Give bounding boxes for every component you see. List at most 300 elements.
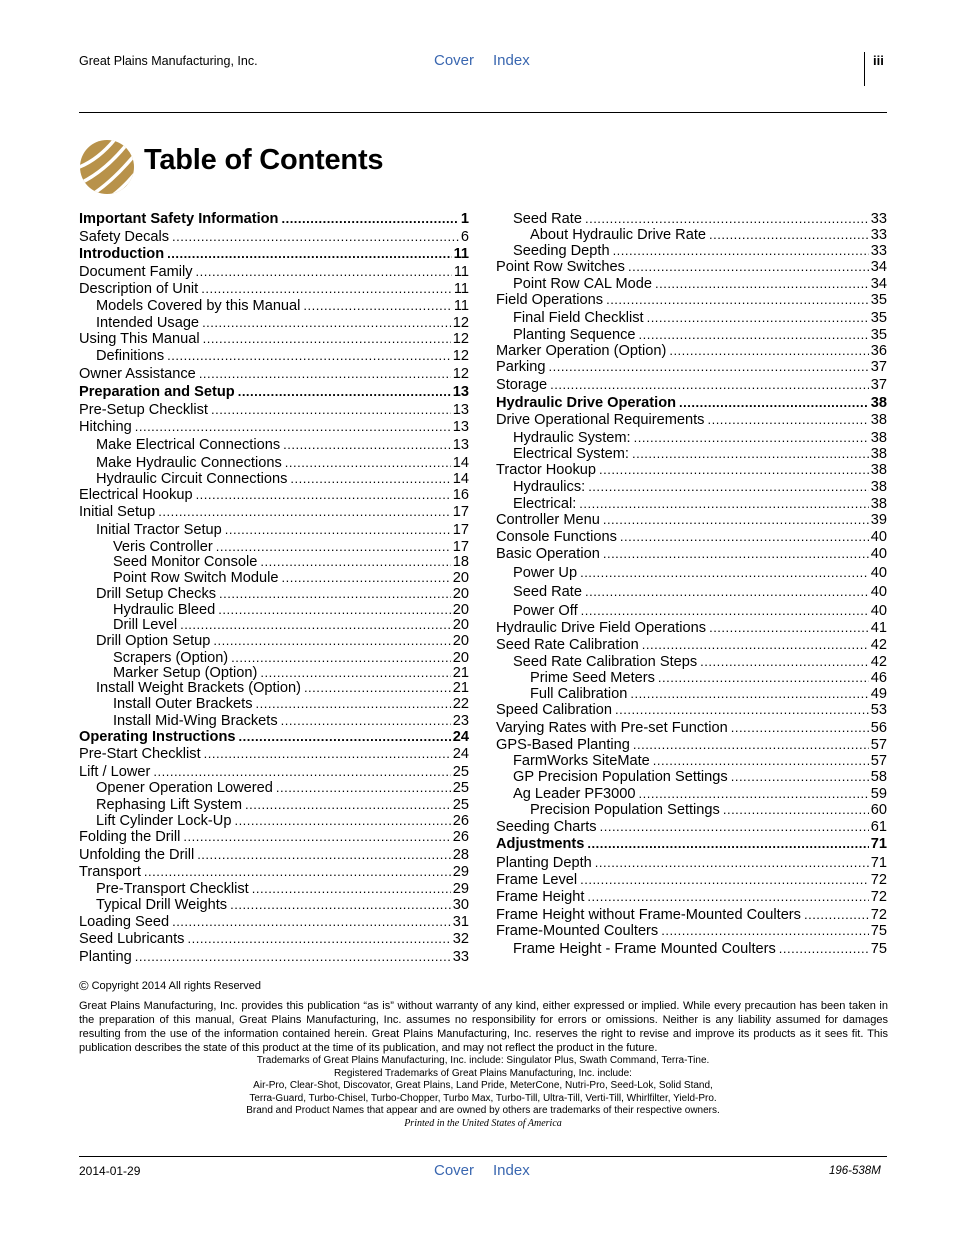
toc-entry-page: 26 <box>452 813 469 829</box>
toc-entry-title: Point Row Switches <box>496 259 625 275</box>
toc-entry[interactable] <box>96 632 469 650</box>
toc-entry-page: 39 <box>870 512 887 528</box>
toc-entry-title: Marker Operation (Option) <box>496 343 667 359</box>
toc-leader-dots <box>731 719 869 736</box>
toc-leader-dots <box>580 564 869 581</box>
toc-entry-title: Initial Tractor Setup <box>96 522 222 538</box>
toc-leader-dots <box>585 583 869 600</box>
toc-entry-title: Description of Unit <box>79 281 199 297</box>
toc-entry-page: 21 <box>452 665 469 681</box>
toc-entry-page: 12 <box>452 331 469 347</box>
toc-entry-title: GPS-Based Planting <box>496 737 630 753</box>
toc-entry-page: 22 <box>452 696 469 712</box>
toc-entry[interactable] <box>79 728 469 746</box>
toc-leader-dots <box>252 880 451 897</box>
toc-entry-title: Seed Rate Calibration <box>496 637 639 653</box>
toc-leader-dots <box>172 228 459 245</box>
toc-entry-page: 34 <box>870 259 887 275</box>
toc-entry-title: Basic Operation <box>496 546 600 562</box>
toc-leader-dots <box>183 828 450 845</box>
toc-entry-page: 14 <box>452 471 469 487</box>
toc-entry-page: 21 <box>452 680 469 696</box>
toc-entry[interactable] <box>496 528 887 546</box>
toc-entry-page: 26 <box>452 829 469 845</box>
toc-entry-title: Hydraulics: <box>513 479 586 495</box>
toc-leader-dots <box>633 736 869 753</box>
toc-leader-dots <box>700 653 869 670</box>
toc-entry-title: Make Electrical Connections <box>96 437 281 453</box>
toc-entry-page: 20 <box>452 586 469 602</box>
toc-leader-dots <box>709 226 869 243</box>
toc-entry-title: Drill Setup Checks <box>96 586 217 602</box>
footer-index-link[interactable]: Index <box>493 1162 530 1179</box>
toc-leader-dots <box>167 347 451 364</box>
toc-entry-title: Definitions <box>96 348 165 364</box>
toc-entry-title: Unfolding the Drill <box>79 847 195 863</box>
toc-entry-title: Power Up <box>513 565 578 581</box>
toc-entry[interactable] <box>513 564 887 582</box>
toc-entry[interactable] <box>79 280 469 298</box>
toc-entry-title: Ag Leader PF3000 <box>513 786 636 802</box>
toc-entry-title: Tractor Hookup <box>496 462 597 478</box>
toc-entry[interactable] <box>96 436 469 454</box>
toc-entry[interactable] <box>79 745 469 763</box>
toc-entry-page: 59 <box>870 786 887 802</box>
toc-leader-dots <box>606 291 869 308</box>
toc-leader-dots <box>239 728 451 745</box>
toc-leader-dots <box>804 906 869 923</box>
toc-leader-dots <box>639 326 869 343</box>
footer-cover-link[interactable]: Cover <box>434 1162 475 1179</box>
toc-leader-dots <box>600 818 869 835</box>
toc-entry-page: 11 <box>453 264 469 280</box>
toc-entry-page: 23 <box>452 713 469 729</box>
toc-entry-title: Parking <box>496 359 546 375</box>
page-number: iii <box>873 53 884 68</box>
toc-entry-title: Planting <box>79 949 132 965</box>
toc-entry[interactable] <box>496 258 887 276</box>
toc-entry-title: Precision Population Settings <box>530 802 720 818</box>
toc-entry-title: Operating Instructions <box>79 729 236 745</box>
toc-entry[interactable] <box>496 922 887 940</box>
toc-entry-page: 49 <box>870 686 887 702</box>
toc-entry[interactable] <box>113 695 469 713</box>
toc-entry[interactable] <box>513 940 887 958</box>
toc-entry-page: 33 <box>870 243 887 259</box>
toc-entry-title: Varying Rates with Pre-set Function <box>496 720 728 736</box>
footer-doc-number: 196-538M <box>829 1165 881 1177</box>
toc-entry[interactable] <box>79 383 469 401</box>
disclaimer: Great Plains Manufacturing, Inc. provides this publication “as is” without warranty of any kind, either expressed or implied. While every precaution has been taken in the preparation of this manual, Great Plains Manufacturing, Inc. assumes no responsibility for errors or omissions. Neither is any liability assumed for damages resulting from the use of the information contained herein. Great Plains Manufacturing, Inc. reserves the right to revise and improve its products as it sees fit. This publication describes the state of this product at the time of its publication, and may not reflect the product in the future. <box>79 1000 888 1054</box>
toc-entry-title: Using This Manual <box>79 331 200 347</box>
toc-entry-title: Controller Menu <box>496 512 600 528</box>
toc-entry-title: Frame Height - Frame Mounted Coulters <box>513 941 776 957</box>
toc-entry-page: 17 <box>452 539 469 555</box>
toc-entry-title: Scrapers (Option) <box>113 650 229 666</box>
toc-leader-dots <box>615 701 869 718</box>
header-company: Great Plains Manufacturing, Inc. <box>79 54 258 68</box>
toc-entry-page: 38 <box>870 412 887 428</box>
toc-entry[interactable] <box>496 394 887 412</box>
footer-date: 2014-01-29 <box>79 1164 141 1178</box>
toc-entry-title: Full Calibration <box>530 686 628 702</box>
toc-leader-dots <box>197 846 451 863</box>
toc-leader-dots <box>679 394 869 411</box>
toc-leader-dots <box>613 242 869 259</box>
toc-entry-page: 42 <box>870 637 887 653</box>
toc-entry-page: 38 <box>870 462 887 478</box>
toc-entry-page: 13 <box>452 437 469 453</box>
toc-entry-page: 53 <box>870 702 887 718</box>
toc-entry-page: 11 <box>453 246 469 262</box>
toc-entry-page: 20 <box>452 650 469 666</box>
toc-leader-dots <box>276 779 451 796</box>
toc-entry-title: Seed Rate Calibration Steps <box>513 654 698 670</box>
toc-entry[interactable] <box>79 365 469 383</box>
toc-leader-dots <box>285 454 451 471</box>
toc-leader-dots <box>245 796 451 813</box>
toc-entry-page: 40 <box>870 603 887 619</box>
toc-leader-dots <box>603 545 869 562</box>
toc-entry[interactable] <box>79 913 469 931</box>
toc-leader-dots <box>204 745 451 762</box>
toc-leader-dots <box>202 314 451 331</box>
toc-leader-dots <box>587 835 868 852</box>
toc-leader-dots <box>632 445 869 462</box>
toc-entry-page: 56 <box>870 720 887 736</box>
toc-entry-page: 71 <box>870 855 887 871</box>
toc-entry-title: Seed Lubricants <box>79 931 185 947</box>
toc-leader-dots <box>579 495 869 512</box>
toc-entry-page: 31 <box>452 914 469 930</box>
toc-entry[interactable] <box>496 376 887 394</box>
toc-entry[interactable] <box>513 309 887 327</box>
toc-entry[interactable] <box>496 411 887 429</box>
toc-entry-page: 57 <box>870 753 887 769</box>
toc-entry-title: Frame-Mounted Coulters <box>496 923 659 939</box>
header-divider <box>864 52 865 86</box>
toc-leader-dots <box>653 752 869 769</box>
toc-entry-page: 34 <box>870 276 887 292</box>
toc-entry-title: Loading Seed <box>79 914 170 930</box>
toc-entry[interactable] <box>79 418 469 436</box>
toc-leader-dots <box>213 632 450 649</box>
toc-entry[interactable] <box>513 768 887 786</box>
toc-entry-title: Install Weight Brackets (Option) <box>96 680 301 696</box>
toc-entry[interactable] <box>79 486 469 504</box>
toc-entry-page: 20 <box>452 602 469 618</box>
trademark-line: Terra-Guard, Turbo-Chisel, Turbo-Chopper, Turbo Max, Turbo-Till, Ultra-Till, Verti-Till, Whirlfilter, Yield-Pro. <box>249 1093 717 1104</box>
toc-entry-title: Seed Rate <box>513 211 582 227</box>
toc-entry-title: Transport <box>79 864 141 880</box>
toc-entry[interactable] <box>79 828 469 846</box>
toc-leader-dots <box>225 521 451 538</box>
toc-entry-title: Drill Level <box>113 617 178 633</box>
toc-entry-title: Make Hydraulic Connections <box>96 455 282 471</box>
toc-entry-title: Typical Drill Weights <box>96 897 228 913</box>
toc-entry[interactable] <box>496 854 887 872</box>
toc-entry-title: Frame Height without Frame-Mounted Coulters <box>496 907 801 923</box>
toc-entry[interactable] <box>79 401 469 419</box>
toc-entry-title: Point Row Switch Module <box>113 570 279 586</box>
toc-entry[interactable] <box>96 347 469 365</box>
printed-notice: Printed in the United States of America <box>404 1118 562 1129</box>
toc-entry-title: Models Covered by this Manual <box>96 298 301 314</box>
toc-leader-dots <box>595 854 869 871</box>
toc-entry[interactable] <box>496 719 887 737</box>
toc-entry-page: 17 <box>452 522 469 538</box>
toc-entry-title: Veris Controller <box>113 539 213 555</box>
toc-leader-dots <box>723 801 869 818</box>
great-plains-logo-icon <box>79 139 135 195</box>
trademark-line: Registered Trademarks of Great Plains Manufacturing, Inc. include: <box>334 1068 632 1079</box>
toc-leader-dots <box>669 342 868 359</box>
toc-entry-title: Seed Monitor Console <box>113 554 258 570</box>
toc-leader-dots <box>196 263 452 280</box>
toc-entry-page: 37 <box>870 377 887 393</box>
toc-entry[interactable] <box>96 297 469 315</box>
toc-entry-page: 57 <box>870 737 887 753</box>
toc-entry[interactable] <box>96 896 469 914</box>
toc-entry[interactable] <box>513 478 887 496</box>
toc-leader-dots <box>661 922 869 939</box>
toc-entry-page: 75 <box>870 941 887 957</box>
toc-leader-dots <box>658 669 869 686</box>
copyright-icon: © <box>79 978 89 993</box>
toc-entry[interactable] <box>496 291 887 309</box>
toc-entry-title: Point Row CAL Mode <box>513 276 652 292</box>
toc-leader-dots <box>731 768 869 785</box>
header-cover-link[interactable]: Cover <box>434 52 475 69</box>
toc-entry-page: 25 <box>452 797 469 813</box>
toc-entry[interactable] <box>496 619 887 637</box>
toc-entry-title: Lift / Lower <box>79 764 151 780</box>
toc-entry[interactable] <box>79 330 469 348</box>
toc-entry-title: Preparation and Setup <box>79 384 235 400</box>
toc-leader-dots <box>281 569 450 586</box>
toc-leader-dots <box>135 418 451 435</box>
header-rule <box>79 112 887 113</box>
toc-entry-title: Hydraulic Drive Field Operations <box>496 620 707 636</box>
toc-entry-page: 11 <box>453 298 469 314</box>
toc-leader-dots <box>639 785 869 802</box>
toc-entry-title: Planting Depth <box>496 855 592 871</box>
trademark-line: Brand and Product Names that appear and are owned by others are trademarks of their respective owners. <box>246 1105 720 1116</box>
toc-entry[interactable] <box>79 863 469 881</box>
toc-entry[interactable] <box>513 602 887 620</box>
toc-leader-dots <box>588 478 869 495</box>
copyright-line <box>79 978 261 993</box>
toc-entry-page: 13 <box>452 419 469 435</box>
toc-entry-page: 24 <box>452 746 469 762</box>
toc-entry-title: About Hydraulic Drive Rate <box>530 227 707 243</box>
toc-leader-dots <box>709 619 869 636</box>
toc-entry-page: 41 <box>870 620 887 636</box>
toc-entry-page: 24 <box>452 729 469 745</box>
toc-leader-dots <box>203 330 451 347</box>
toc-entry-title: Pre-Start Checklist <box>79 746 201 762</box>
toc-leader-dots <box>283 436 451 453</box>
toc-leader-dots <box>779 940 869 957</box>
toc-entry[interactable] <box>496 871 887 889</box>
toc-entry-page: 29 <box>452 881 469 897</box>
toc-leader-dots <box>260 553 450 570</box>
toc-entry-page: 40 <box>870 565 887 581</box>
footer-rule <box>79 1156 887 1157</box>
toc-entry[interactable] <box>496 888 887 906</box>
toc-entry-title: Document Family <box>79 264 193 280</box>
toc-leader-dots <box>211 401 451 418</box>
toc-entry[interactable] <box>496 511 887 529</box>
toc-leader-dots <box>603 511 869 528</box>
toc-entry[interactable] <box>79 245 469 263</box>
toc-entry-page: 38 <box>870 430 887 446</box>
toc-entry[interactable] <box>79 930 469 948</box>
toc-leader-dots <box>587 888 868 905</box>
toc-entry-page: 35 <box>870 327 887 343</box>
toc-entry[interactable] <box>530 801 887 819</box>
toc-entry[interactable] <box>96 521 469 539</box>
toc-entry-title: Initial Setup <box>79 504 156 520</box>
toc-entry[interactable] <box>496 636 887 654</box>
toc-entry[interactable] <box>79 210 469 228</box>
toc-leader-dots <box>620 528 869 545</box>
toc-entry-title: Prime Seed Meters <box>530 670 655 686</box>
toc-entry-page: 33 <box>452 949 469 965</box>
toc-leader-dots <box>167 245 451 262</box>
toc-entry-title: Intended Usage <box>96 315 200 331</box>
toc-entry-page: 60 <box>870 802 887 818</box>
toc-entry[interactable] <box>496 818 887 836</box>
toc-entry-title: Install Mid-Wing Brackets <box>113 713 278 729</box>
toc-entry[interactable] <box>496 461 887 479</box>
toc-entry-page: 38 <box>870 446 887 462</box>
toc-leader-dots <box>230 896 451 913</box>
toc-entry-title: Field Operations <box>496 292 604 308</box>
trademark-line: Trademarks of Great Plains Manufacturing, Inc. include: Singulator Plus, Swath Command, Terra-Tine. <box>256 1055 710 1066</box>
toc-entry-page: 12 <box>452 348 469 364</box>
toc-entry-title: Hydraulic Circuit Connections <box>96 471 288 487</box>
toc-entry-title: Frame Level <box>496 872 578 888</box>
header-index-link[interactable]: Index <box>493 52 530 69</box>
toc-entry-page: 75 <box>870 923 887 939</box>
toc-entry-page: 71 <box>870 836 887 852</box>
toc-entry-page: 33 <box>870 211 887 227</box>
toc-entry-title: Seed Rate <box>513 584 582 600</box>
toc-entry[interactable] <box>513 583 887 601</box>
toc-entry[interactable] <box>79 948 469 966</box>
toc-entry-title: Seeding Charts <box>496 819 597 835</box>
toc-leader-dots <box>655 275 869 292</box>
toc-entry-page: 38 <box>870 479 887 495</box>
toc-leader-dots <box>303 297 451 314</box>
toc-entry-title: Final Field Checklist <box>513 310 644 326</box>
toc-leader-dots <box>548 358 868 375</box>
toc-entry[interactable] <box>79 228 469 246</box>
toc-entry-page: 18 <box>452 554 469 570</box>
toc-entry-title: Hydraulic Drive Operation <box>496 395 677 411</box>
toc-entry-page: 25 <box>452 764 469 780</box>
toc-entry[interactable] <box>79 503 469 521</box>
toc-leader-dots <box>172 913 451 930</box>
toc-leader-dots <box>256 695 451 712</box>
toc-entry-title: Speed Calibration <box>496 702 613 718</box>
trademark-line: Air-Pro, Clear-Shot, Discovator, Great Plains, Land Pride, MeterCone, Nutri-Pro, Seed-Lok, Solid Stand, <box>253 1080 713 1091</box>
toc-entry-page: 37 <box>870 359 887 375</box>
toc-entry[interactable] <box>496 358 887 376</box>
toc-leader-dots <box>599 461 869 478</box>
toc-entry-page: 36 <box>870 343 887 359</box>
toc-leader-dots <box>647 309 869 326</box>
toc-entry[interactable] <box>496 835 887 853</box>
toc-entry-page: 42 <box>870 654 887 670</box>
toc-entry-title: Hydraulic System: <box>513 430 631 446</box>
toc-leader-dots <box>234 812 450 829</box>
toc-leader-dots <box>642 636 869 653</box>
toc-entry-page: 13 <box>452 384 469 400</box>
toc-entry-title: GP Precision Population Settings <box>513 769 728 785</box>
toc-leader-dots <box>187 930 450 947</box>
toc-leader-dots <box>281 712 451 729</box>
toc-leader-dots <box>199 365 451 382</box>
toc-entry-title: Marker Setup (Option) <box>113 665 258 681</box>
toc-entry-title: Electrical Hookup <box>79 487 193 503</box>
toc-entry-page: 33 <box>870 227 887 243</box>
toc-leader-dots <box>707 411 868 428</box>
copyright-text: Copyright 2014 All rights Reserved <box>91 980 261 992</box>
toc-leader-dots <box>238 383 451 400</box>
toc-leader-dots <box>158 503 451 520</box>
toc-entry[interactable] <box>496 701 887 719</box>
toc-leader-dots <box>281 210 458 227</box>
toc-entry-title: Folding the Drill <box>79 829 181 845</box>
toc-leader-dots <box>135 948 451 965</box>
toc-entry-page: 35 <box>870 292 887 308</box>
toc-entry-page: 40 <box>870 529 887 545</box>
toc-leader-dots <box>290 470 450 487</box>
toc-leader-dots <box>628 258 869 275</box>
toc-entry-page: 11 <box>453 281 469 297</box>
toc-entry-title: Owner Assistance <box>79 366 196 382</box>
toc-entry-title: Hydraulic Bleed <box>113 602 216 618</box>
toc-leader-dots <box>144 863 451 880</box>
toc-entry-page: 72 <box>870 907 887 923</box>
toc-leader-dots <box>634 429 869 446</box>
toc-entry-page: 29 <box>452 864 469 880</box>
toc-entry[interactable] <box>79 846 469 864</box>
toc-entry-title: FarmWorks SiteMate <box>513 753 650 769</box>
toc-entry-title: Rephasing Lift System <box>96 797 243 813</box>
toc-leader-dots <box>580 871 869 888</box>
toc-entry-page: 46 <box>870 670 887 686</box>
toc-entry-page: 12 <box>452 366 469 382</box>
toc-entry-title: Introduction <box>79 246 165 262</box>
toc-entry-page: 17 <box>452 504 469 520</box>
toc-entry-page: 30 <box>452 897 469 913</box>
toc-leader-dots <box>581 602 869 619</box>
toc-entry[interactable] <box>496 545 887 563</box>
toc-leader-dots <box>585 210 869 227</box>
toc-entry[interactable] <box>96 779 469 797</box>
toc-entry-title: Console Functions <box>496 529 617 545</box>
toc-entry-title: Drive Operational Requirements <box>496 412 705 428</box>
toc-leader-dots <box>550 376 869 393</box>
toc-entry-page: 72 <box>870 889 887 905</box>
toc-entry-page: 14 <box>452 455 469 471</box>
toc-entry-page: 20 <box>452 570 469 586</box>
toc-leader-dots <box>196 486 451 503</box>
toc-entry[interactable] <box>79 263 469 281</box>
